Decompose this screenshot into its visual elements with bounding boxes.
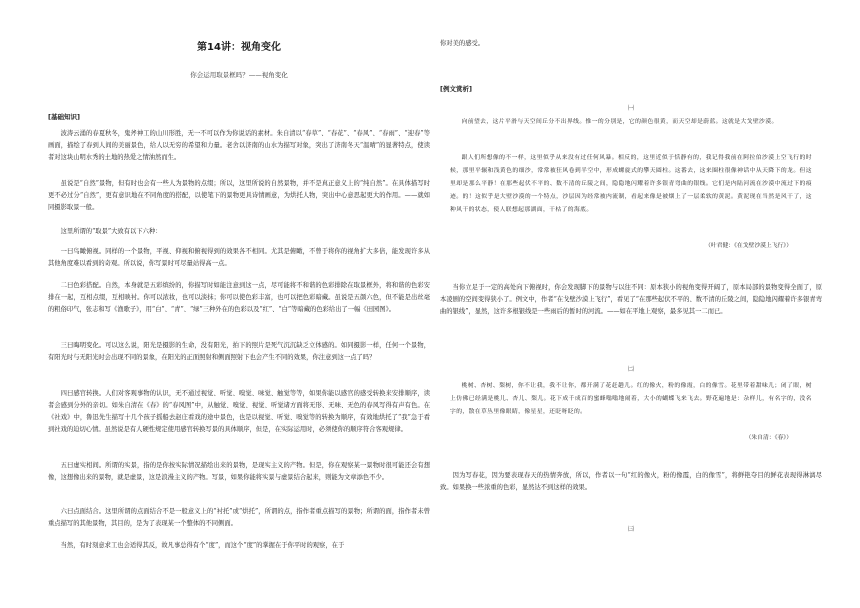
paragraph: 当然，有时刻意求工也会适得其反，故凡事总得有个“度”，而这个“度”的掌握在于你平时的观察，在于 (60, 542, 345, 549)
page-title: 第14讲：视角变化 (197, 42, 281, 53)
example-text: 跟人们所想像的不一样，这里似乎从来没有过任何风暴。相反的，这里近似于恬静有的，我记得我前在阿拉伯沙漠上空飞行的时候，那里平辗和浅黄色的细沙，常常被狂风卷到半空中，形成螺旋式的攀天圆柱。这番去，这来圈柱很像神话中从天降下的龙。但这里却是那么平静！在那些起伏不平的、数不清的丘陵之间，隐隐地闪耀着许多银青弯曲的银线。它们是内陆河流在沙漠中流过下的痕迹。的！这似乎是大壁沙漠的一个特点，沙层因为经常被内流制，看起来像是被烟上了一层柔软的黄泥。黄泥现在当然是风干了，这种风干的状态，使人联想起那湖面，干枯了的海底。 (450, 155, 812, 213)
paragraph: 三曰晦明变化。可以这么说，阳光是摄影的生命，没有阳光，拍下的照片是死气沉沉缺乏立体感的。如同摄影一样，任何一个景物，有阳光时与无阳光时会出现不同的景象，在阳光的正面照射和侧面照射下也会产生不同的效果，你注意到这一点了吗？ (48, 342, 430, 361)
example-text: 向前望去，这片平滑与天空间丘分不出界线。惟一的分别是，它的颜色很黄，而天空却是蔚蓝。这就是大戈壁沙漠。 (461, 119, 778, 125)
example-number: ㈠ (627, 105, 634, 112)
example-number: ㈡ (627, 366, 634, 373)
page-subtitle: 你会运用取景框吗？——视角变化 (190, 71, 288, 79)
example-text: 桃树、杏树、梨树，你不让我，我不让你，都开满了花赶趟儿。红的像火，粉的像霞，白的像雪。花里带着甜味儿；闭了眼，树上仿佛已经满是桃儿、杏儿、梨儿。花下成千成百的蜜蜂嗡嗡地闹着，大小的蝴蝶飞来飞去。野花遍地是：杂样儿，有名字的，没名字的，散在草丛里像眼睛，像星星，还眨呀眨的。 (450, 383, 812, 415)
paragraph: 虽说是“自然”景物，但有时也会有一些人为景物的点缀；所以，这里所说的自然景物，并不是真正意义上的“纯自然”。在具体描写时更不必过分“自然”，更有意识地在不同角度的搭配，以使笔下的景物更具诗情画意，为烘托人物，突出中心意思起更大的作用。——就如同摄影取景一般。 (48, 180, 430, 211)
paragraph: 四曰感官转换。人们对客观事物的认识，无不通过视觉、听觉、嗅觉、味觉、触觉等等，如果你能以感官的感受转换来安排顺序，读者会感到分外的亲切。如朱自清在《春》的“春风图”中，从触觉、嗅觉、视觉、听觉诸方面将无形、无味、无色的春风写得有声有色。在《社戏》中，鲁迅先生描写十几个孩子摇船去赵庄看戏的途中景色，也是以视觉、听觉、嗅觉等的转换为顺序，有效地烘托了“我”急于看到社戏的迫切心情。虽然说是有人硬性规定使用感官转换写景的具体顺序，但是，在实际运用时，必须使你的顺序符合客观规律。 (48, 390, 430, 433)
example-citation: （叶君健：《在戈壁沙漠上飞行》） (705, 243, 792, 249)
paragraph: 五曰虚实相间。所谓的实景，指的是你按实际情况描绘出来的景物，是现实主义的产物。但是，你在观察某一景物时很可能还会有想像，这想像出来的景物，就是虚景，这是浪漫主义的产物。写景，如果你能将实景与虚景结合起来，则能为文章添色不少。 (48, 462, 430, 481)
analysis-paragraph: 因为写春花，因为要表现春天的热情奔放，所以，作者以一句“红的像火，粉的像霞，白的像雪”，将鲜艳夺目的鲜花表现得淋漓尽致。如果换一些浓重的色彩，显然达不到这样的效果。 (440, 472, 822, 491)
continued-text: 你对美的感受。 (440, 40, 485, 47)
example-citation: （朱自清：《春》） (745, 435, 792, 441)
paragraph: 六曰点面结合。这里所谓的点面结合不是一般意义上的“衬托”或“烘托”，所谓的点，指作者重点描写的景物；所谓的面，指作者未曾重点描写的其他景物，其目的，是为了表现某一个整体的不同侧面。 (48, 508, 430, 527)
section-heading-basics: [基础知识] (48, 113, 80, 121)
paragraph: 波涛云涌的春夏秋冬，鬼斧神工的山川形胜，无一不可以作为你说话的素材。朱自清以“春草”、“春花”、“春风”、“春雨”、“迎春”等画面，描绘了春到人间的美丽景色，给人以无穷的希望和力量。老舍以济南的山水为描写对象，突出了济南冬天“温晴”的显著特点，使读者对这块山明水秀的土地的热爱之情油然而生。 (48, 130, 430, 161)
paragraph: 二曰色彩搭配。自然，本身就是五彩缤纷的，你描写时如能注意到这一点，尽可能将不和谐的色彩排除在取景框外，将和谐的色彩安排在一起，互相点缀，互相映衬。你可以浓妆，也可以淡抹；你可以使色彩丰富，也可以把色彩暗藏。虽说是五颜六色，但不能是出丝毫的粗俗印气，张志和写《渔歌子》，用“白”、“青”、“绿”三种外在的色彩以及“红”、“白”等暗藏的色彩给出了一幅《田园图》。 (48, 282, 430, 313)
paragraph: 这里所谓的“取景”大致有以下六种： (60, 228, 162, 235)
section-heading-examples: [例文赏析] (440, 85, 472, 93)
example-number: ㈢ (627, 526, 634, 533)
paragraph: 一曰鸟瞰俯视。同样的一个景物，平视、仰视和俯视得到的效果各不相同。尤其是俯瞰，不曾于将你的视角扩大多倍，能发现许多从其他角度难以看到的奇观。所以说，你写景时可尽量站得高一点。 (48, 248, 430, 267)
analysis-paragraph: 当你立足于一定的高处向下俯视时，你会发现脚下的景物与以往不同：原本狭小的视角变得开阔了，原本局部的景物变得全面了，原本凌剧的空间变得狭小了。例文中，作者“在戈壁沙漠上飞行”，看见了“在那些起伏不平的、数不清的丘陵之间，隐隐地闪耀着许多银青弯曲的银线”，显然，这许多根银线是一些雨后的暂时的河流。——如在平地上观察，最多见其一二而已。 (440, 284, 822, 315)
